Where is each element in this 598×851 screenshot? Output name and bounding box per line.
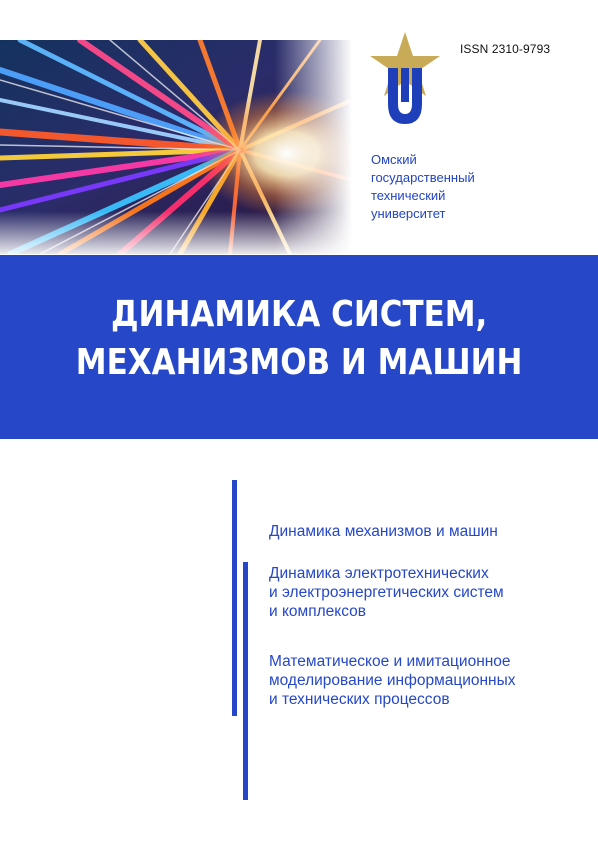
- university-line: университет: [371, 206, 446, 221]
- section-line: Динамика электротехнических: [269, 565, 489, 582]
- journal-title: [42, 291, 556, 387]
- section-item: [269, 652, 516, 709]
- journal-title-line: МЕХАНИЗМОВ И МАШИН: [75, 342, 523, 383]
- university-line: государственный: [371, 170, 475, 185]
- university-name: [371, 151, 531, 223]
- university-line: технический: [371, 188, 446, 203]
- section-line: и технических процессов: [269, 691, 450, 708]
- letter-stem-shape: [401, 68, 409, 102]
- journal-title-line: ДИНАМИКА СИСТЕМ,: [110, 294, 488, 335]
- section-line: моделирование информационных: [269, 672, 516, 689]
- section-line: и электроэнергетических систем: [269, 584, 504, 601]
- omstu-logo: [366, 30, 444, 128]
- section-item: [269, 522, 498, 541]
- section-item: [269, 564, 504, 621]
- vertical-rule: [243, 562, 248, 800]
- university-line: Омский: [371, 152, 417, 167]
- vertical-rule: [232, 480, 237, 716]
- logo-icon: [366, 30, 444, 128]
- section-line: Математическое и имитационное: [269, 653, 511, 670]
- issn-number: ISSN 2310-9793: [460, 42, 551, 56]
- light-burst-image: [0, 40, 352, 254]
- section-line: и комплексов: [269, 603, 366, 620]
- section-line: Динамика механизмов и машин: [269, 523, 498, 540]
- light-burst-graphic: [0, 40, 352, 254]
